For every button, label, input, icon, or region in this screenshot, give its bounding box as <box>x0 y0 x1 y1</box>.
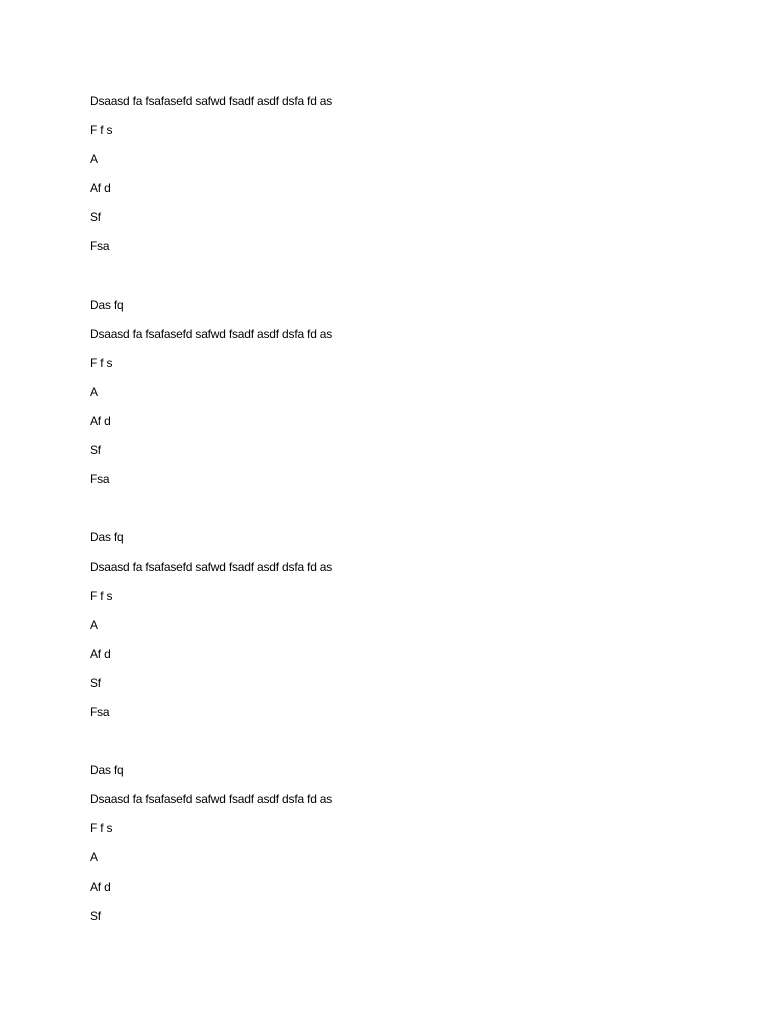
text-line: Fsa <box>90 239 110 254</box>
text-line: Sf <box>90 908 101 923</box>
text-line: A <box>90 384 98 399</box>
text-line: Dsaasd fa fsafasefd safwd fsadf asdf dsfa fd as <box>90 559 333 574</box>
text-line: A <box>90 850 98 865</box>
text-line: Sf <box>90 443 101 458</box>
text-line: Sf <box>90 675 101 690</box>
text-line: A <box>90 152 98 167</box>
text-line: Af d <box>90 879 111 894</box>
text-line: A <box>90 617 98 632</box>
text-line: F f s <box>90 821 113 836</box>
text-line: Das fq <box>90 297 124 312</box>
text-line: Sf <box>90 210 101 225</box>
text-line: Af d <box>90 414 111 429</box>
text-line: Af d <box>90 181 111 196</box>
text-line: Fsa <box>90 472 110 487</box>
text-line: Das fq <box>90 763 124 778</box>
text-line: Dsaasd fa fsafasefd safwd fsadf asdf dsfa fd as <box>90 792 333 807</box>
text-line: F f s <box>90 123 113 138</box>
text-line: Dsaasd fa fsafasefd safwd fsadf asdf dsfa fd as <box>90 326 333 341</box>
text-line: Dsaasd fa fsafasefd safwd fsadf asdf dsfa fd as <box>90 94 333 108</box>
blank-line <box>90 733 690 749</box>
text-line: F f s <box>90 355 113 370</box>
text-line: F f s <box>90 588 113 603</box>
blank-line <box>90 268 690 284</box>
text-line: Das fq <box>90 530 124 545</box>
document-body <box>90 93 690 937</box>
blank-line <box>90 500 690 516</box>
text-line: Fsa <box>90 704 110 719</box>
text-line: Af d <box>90 646 111 661</box>
